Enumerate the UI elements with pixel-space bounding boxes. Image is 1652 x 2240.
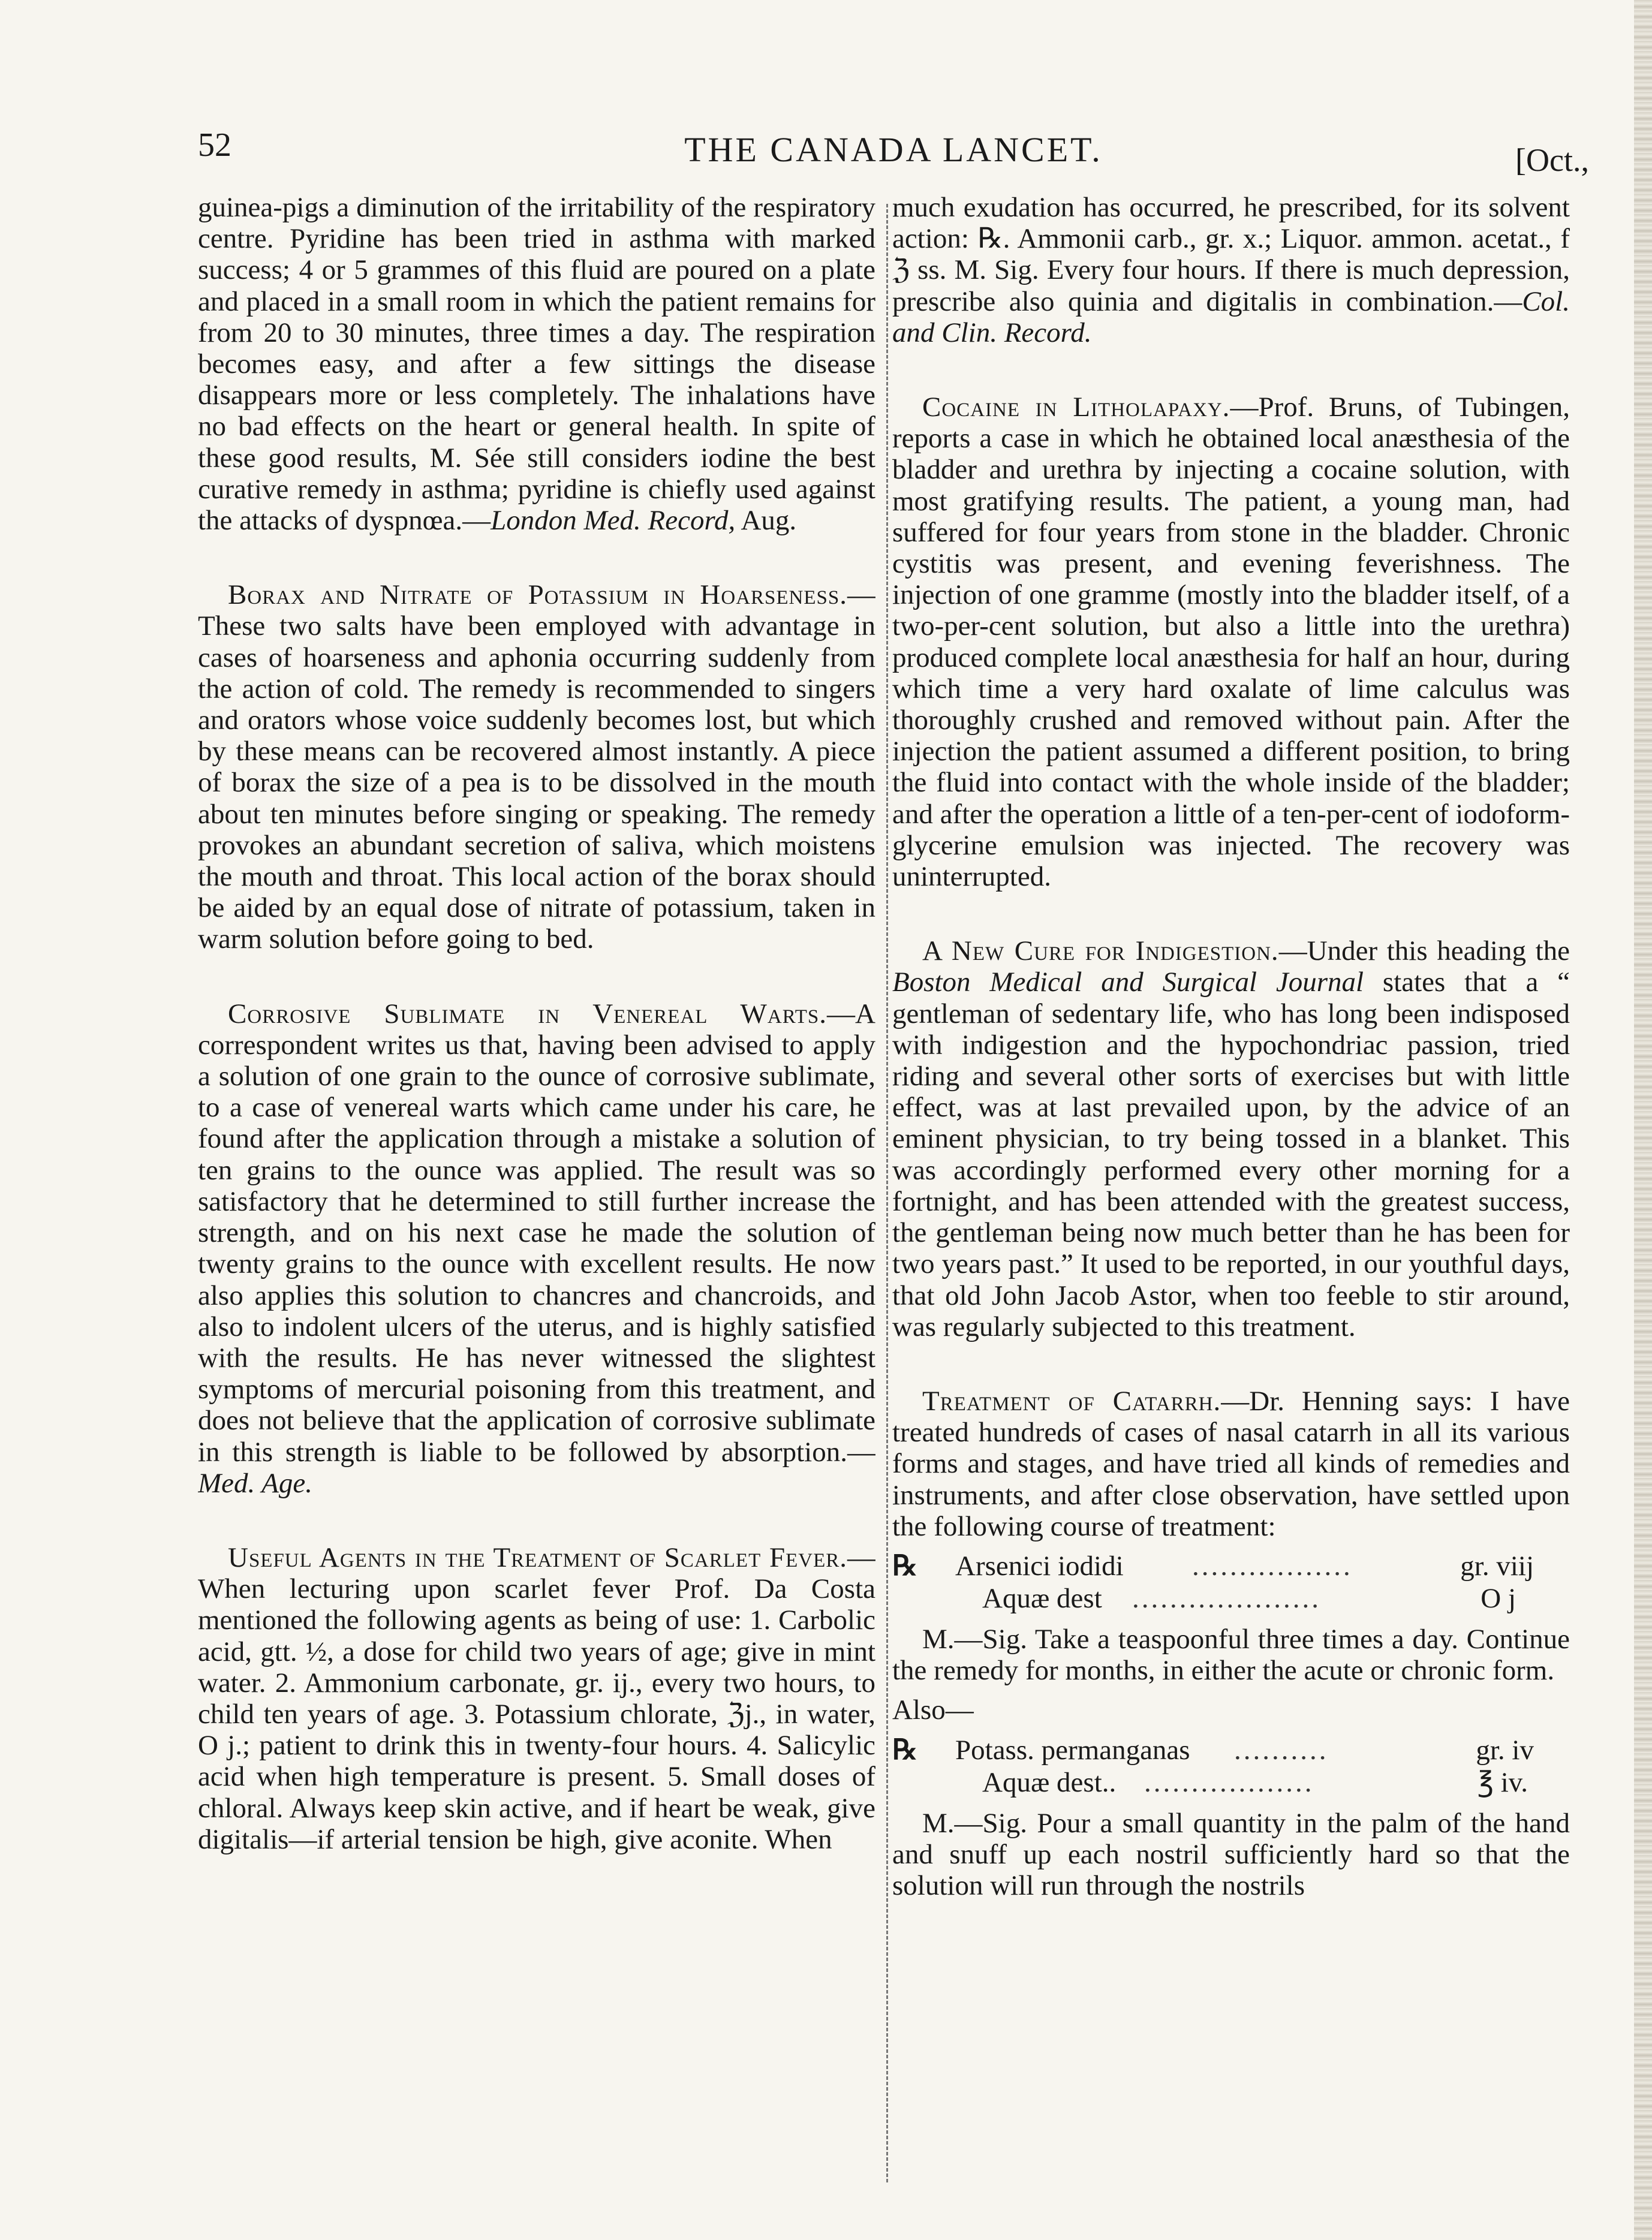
page-number: 52 — [198, 127, 231, 164]
cocaine-text: —Prof. Bruns, of Tubingen, reports a case in which he obtained local anæsthesia of the bladder and urethra by injecting a cocaine solution, with most gratifying results. The patient, a young man, had suffered for four years from stone in the bladder. Chronic cystitis was present, and evening feverishness. The injection of one gramme (mostly into the bladder itself, of a two-per-cent solution, but also a little into the urethra) produced complete local anæsthesia for half an hour, during which time a very hard oxalate of lime calculus was thoroughly crushed and removed without pain. After the injection the patient assumed a different position, to bring the fluid into contact with the whole inside of the bladder; and after the operation a little of a ten-per-cent of iodoform-glycerine emulsion was injected. The recovery was uninterrupted. — [892, 392, 1570, 893]
corrosive-paragraph — [198, 998, 875, 1499]
book-edge — [1634, 0, 1652, 2240]
recipe-symbol: ℞ — [892, 1734, 918, 1766]
asthma-continued — [198, 192, 875, 536]
left-column — [198, 192, 875, 2194]
leader-dots: ................. — [1192, 1550, 1353, 1582]
cocaine-heading: Cocaine in Litholapaxy. — [922, 392, 1230, 423]
borax-paragraph — [198, 579, 875, 955]
leader-dots: .................. — [1144, 1766, 1314, 1798]
page-header — [198, 126, 1589, 180]
recipe-symbol: ℞ — [892, 1550, 918, 1582]
scarlet-continued-text: much exudation has occurred, he prescribed, for its solvent action: ℞. Ammonii carb., gr. x.; Liquor. ammon. acetat., f ℨ ss. M. Sig. Every four hours. If there is much depression, prescribe also quinia and digitalis in combination.— — [892, 192, 1570, 317]
drug-dose: ℥ iv. — [1477, 1766, 1528, 1798]
corrosive-citation: Med. Age. — [198, 1467, 312, 1499]
drug-name: Arsenici iodidi — [955, 1550, 1124, 1582]
drug-name: Potass. permanganas — [955, 1734, 1190, 1766]
drug-name: Aquæ dest — [982, 1582, 1102, 1614]
cocaine-article — [892, 392, 1570, 892]
corrosive-text: —A correspondent writes us that, having been advised to apply a solution of one grain to the ounce of corrosive sublimate, to a case of venereal warts which came under his care, he found after the application through a mistake a solution of ten grains to the ounce was applied. The result was so satisfactory that he determined to still further increase the strength, and on his next case he made the solution of twenty grains to the ounce with excellent results. He now also applies this solution to chancres and chancroids, and also to indolent ulcers of the uterus, and is highly satisfied with the results. He has never witnessed the slightest symptoms of mercurial poisoning from this treatment, and does not believe that the application of corrosive sublimate in this strength is liable to be followed by absorption.— — [198, 998, 875, 1468]
drug-dose: gr. viij — [1460, 1550, 1534, 1582]
borax-heading: Borax and Nitrate of Potassium in Hoarseness. — [228, 579, 847, 611]
indigestion-paragraph — [892, 935, 1570, 1342]
indigestion-article — [892, 935, 1570, 1342]
asthma-citation-tail: Aug. — [735, 505, 797, 537]
borax-article — [198, 579, 875, 955]
catarrh-directions-2: M.—Sig. Pour a small quantity in the palm of the hand and snuff up each nostril sufficiently hard so that the solution will run through the nostrils — [892, 1807, 1570, 1901]
borax-text: —These two salts have been employed with advantage in cases of hoarseness and aphonia occurring suddenly from the action of cold. The remedy is recommended to singers and orators whose voice suddenly becomes lost, but which by these means can be recovered almost instantly. A piece of borax the size of a pea is to be dissolved in the mouth about ten minutes before singing or speaking. The remedy provokes an abundant secretion of saliva, which moistens the mouth and throat. This local action of the borax should be aided by an equal dose of nitrate of potassium, taken in warm solution before going to bed. — [198, 579, 875, 955]
prescription-2 — [892, 1735, 1570, 1799]
leader-dots: .......... — [1234, 1734, 1329, 1766]
catarrh-heading: Treatment of Catarrh. — [922, 1385, 1221, 1417]
drug-dose: O j — [1481, 1582, 1516, 1614]
right-column — [892, 192, 1570, 2194]
scarlet-continued-paragraph — [892, 192, 1570, 348]
corrosive-heading: Corrosive Sublimate in Venereal Warts. — [228, 998, 827, 1029]
indigestion-text-after: states that a “ gentleman of sedentary life, who has long been indisposed with indigestion and the hypochondriac passion, tried riding and several other sorts of exercises but with little effect, was at last prevailed upon, by the advice of an eminent physician, to try being tossed in a blanket. This was accordingly performed every other morning for a fortnight, and has been attended with the greatest success, the gentleman being now much better than he has been for two years past.” It used to be reported, in our youthful days, that old John Jacob Astor, when too feeble to stir around, was regularly subjected to this treatment. — [892, 967, 1570, 1342]
indigestion-journal: Boston Medical and Surgical Journal — [892, 967, 1364, 998]
drug-dose: gr. iv — [1476, 1734, 1534, 1766]
scarlet-heading: Useful Agents in the Treatment of Scarlet Fever. — [228, 1541, 847, 1573]
scarlet-continued — [892, 192, 1570, 348]
catarrh-directions-1: M.—Sig. Take a teaspoonful three times a day. Continue the remedy for months, in either the acute or chronic form. — [892, 1623, 1570, 1687]
corrosive-article — [198, 998, 875, 1499]
column-divider — [886, 204, 888, 2182]
asthma-citation: London Med. Record, — [491, 505, 736, 537]
running-title: THE CANADA LANCET. — [684, 130, 1103, 169]
catarrh-paragraph — [892, 1386, 1570, 1542]
catarrh-article — [892, 1386, 1570, 1901]
asthma-paragraph — [198, 192, 875, 536]
scarlet-article — [198, 1542, 875, 1855]
indigestion-text-before: —Under this heading the — [1278, 935, 1570, 967]
cocaine-paragraph — [892, 392, 1570, 892]
scarlet-continued-citation: Col. and Clin. Record. — [892, 285, 1570, 348]
issue-label: [Oct., — [1515, 142, 1589, 178]
indigestion-heading: A New Cure for Indigestion. — [922, 935, 1279, 967]
drug-name: Aquæ dest.. — [982, 1766, 1117, 1798]
asthma-text: guinea-pigs a diminution of the irritability of the respiratory centre. Pyridine has been tried in asthma with marked success; 4 or 5 grammes of this fluid are poured on a plate and placed in a small room in which the patient remains for from 20 to 30 minutes, three times a day. The respiration becomes easy, and after a few sittings the disease disappears more or less completely. The inhalations have no bad effects on the heart or general health. In spite of these good results, M. Sée still considers iodine the best curative remedy in asthma; pyridine is chiefly used against the attacks of dyspnœa.— — [198, 192, 875, 537]
catarrh-text: —Dr. Henning says: I have treated hundreds of cases of nasal catarrh in all its various forms and stages, and have tried all kinds of remedies and instruments, and after close observation, have settled upon the following course of treatment: — [892, 1385, 1570, 1542]
leader-dots: .................... — [1132, 1582, 1321, 1614]
scarlet-paragraph — [198, 1542, 875, 1855]
prescription-1 — [892, 1550, 1570, 1615]
prescription-row — [892, 1767, 1570, 1799]
prescription-row — [892, 1583, 1570, 1615]
scarlet-text: —When lecturing upon scarlet fever Prof. Da Costa mentioned the following agents as being of use: 1. Carbolic acid, gtt. ½, a dose for child two years of age; give in mint water. 2. Ammonium carbonate, gr. ij., every two hours, to child ten years of age. 3. Potassium chlorate, ℨj., in water, O j.; patient to drink this in twenty-four hours. 4. Salicylic acid when high temperature is present. 5. Small doses of chloral. Always keep skin active, and if heart be weak, give digitalis—if arterial tension be high, give aconite. When — [198, 1541, 875, 1855]
also-label: Also— — [892, 1694, 974, 1726]
prescription-row — [892, 1735, 1570, 1767]
prescription-row — [892, 1550, 1570, 1583]
